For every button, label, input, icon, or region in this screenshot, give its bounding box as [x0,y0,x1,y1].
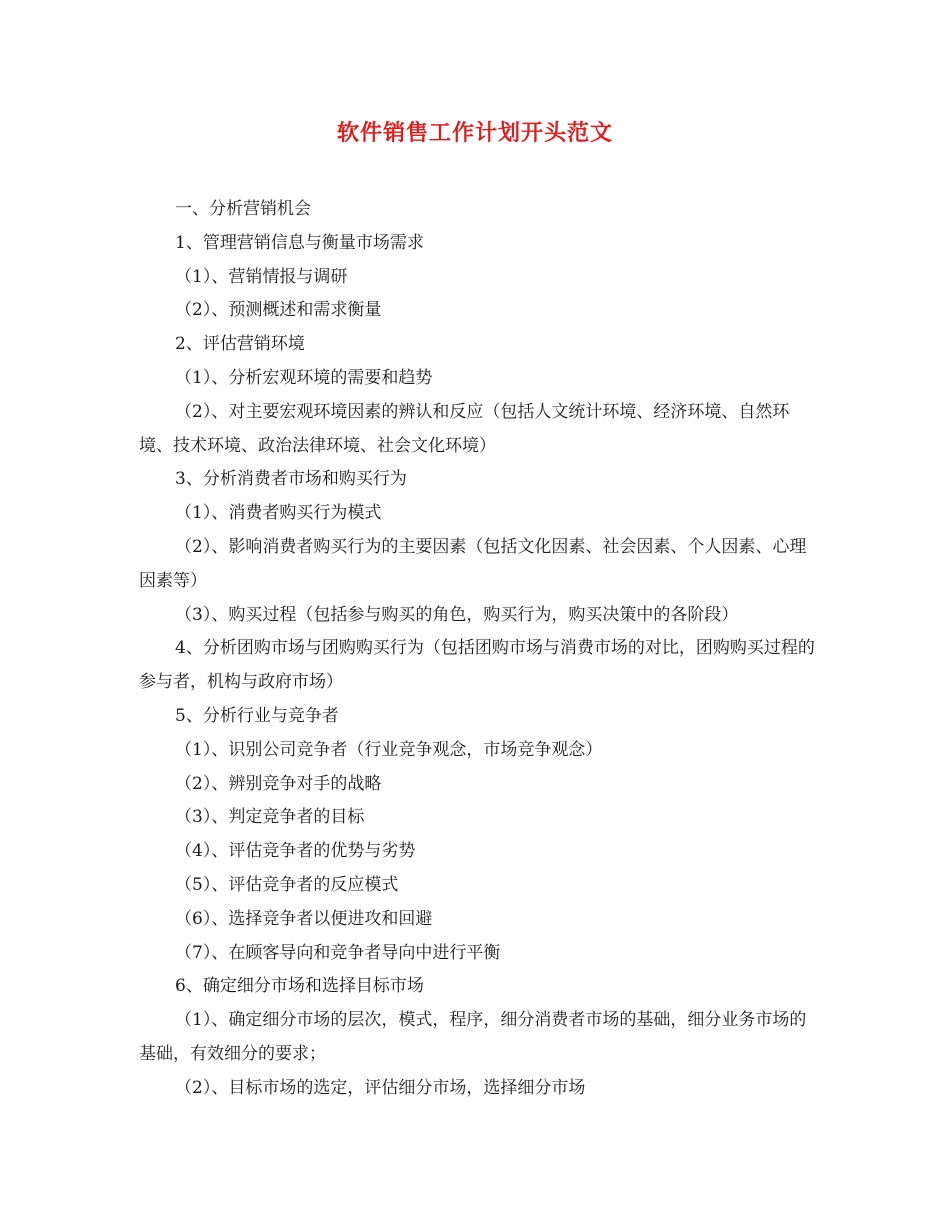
list-item: （7）、在顾客导向和竞争者导向中进行平衡 [175,942,501,963]
list-item: （1）、确定细分市场的层次，模式，程序，细分消费者市场的基础，细分业务市场的基础，有效细分的要求； [139,1010,807,1064]
document-title: 软件销售工作计划开头范文 [336,121,613,146]
list-item: （2）、目标市场的选定，评估细分市场，选择细分市场 [175,1077,586,1098]
list-item: 6、确定细分市场和选择目标市场 [175,976,424,997]
list-item: 2、评估营销环境 [175,334,305,355]
list-item: （1）、消费者购买行为模式 [175,503,382,524]
list-item: （1）、营销情报与调研 [175,266,348,287]
section-heading: 一、分析营销机会 [175,199,311,219]
list-item: （6）、选择竞争者以便进攻和回避 [175,908,433,929]
list-item: （2）、预测概述和需求衡量 [175,300,382,321]
list-item: （1）、识别公司竞争者（行业竞争观念，市场竞争观念） [175,739,603,760]
list-item: 1、管理营销信息与衡量市场需求 [175,232,424,253]
list-item: （5）、评估竞争者的反应模式 [175,874,399,895]
list-item: （2）、辨别竞争对手的战略 [175,773,382,794]
list-item: （3）、判定竞争者的目标 [175,807,365,828]
list-item: 4、分析团购市场与团购购买行为（包括团购市场与消费市场的对比，团购购买过程的参与者，机构与政府市场） [139,638,815,693]
list-item: 3、分析消费者市场和购买行为 [175,469,407,490]
list-item: （1）、分析宏观环境的需要和趋势 [175,367,433,388]
list-item: （4）、评估竞争者的优势与劣势 [175,841,416,862]
list-item: （2）、对主要宏观环境因素的辨认和反应（包括人文统计环境、经济环境、自然环境、技术环境、政治法律环境、社会文化环境） [139,401,790,456]
list-item: 5、分析行业与竞争者 [175,705,339,726]
list-item: （3）、购买过程（包括参与购买的角色，购买行为，购买决策中的各阶段） [175,604,739,625]
document-body [139,193,815,1106]
list-item: （2）、影响消费者购买行为的主要因素（包括文化因素、社会因素、个人因素、心理因素等） [139,536,807,591]
